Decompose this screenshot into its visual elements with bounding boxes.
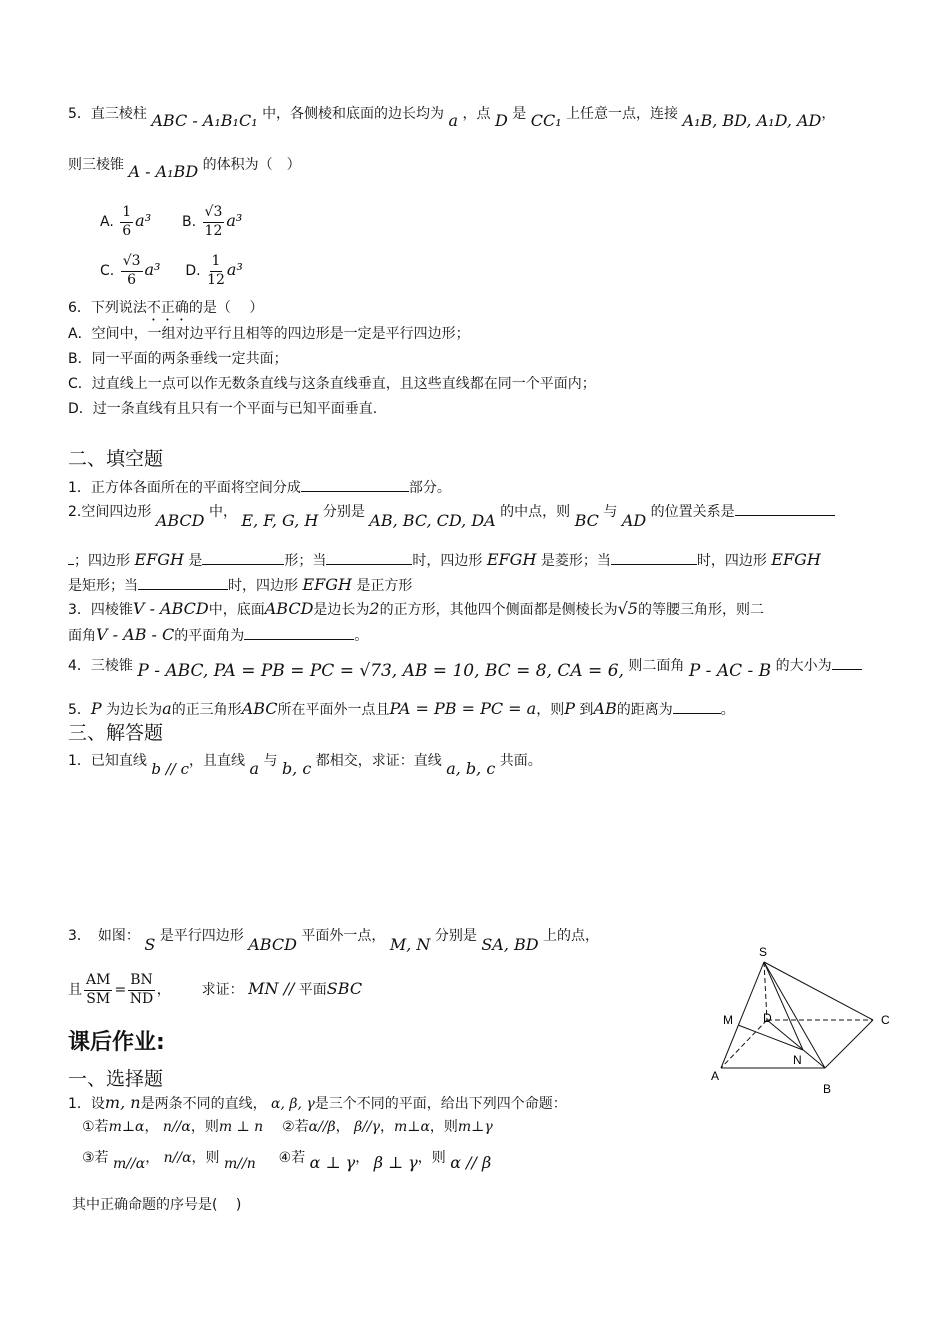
- q5-line2: [68, 154, 301, 181]
- text: ，: [156, 982, 171, 998]
- formula: EFGH: [134, 550, 184, 569]
- text: 1．正方体各面所在的平面将空间分成: [68, 480, 301, 496]
- formula: M, N: [389, 935, 431, 954]
- label-n: N: [793, 1053, 802, 1067]
- formula: AB, BC, CD, DA: [369, 511, 496, 530]
- formula: ABCD: [248, 935, 297, 954]
- q6-option-d: D．过一条直线有且只有一个平面与已知平面垂直.: [68, 401, 378, 417]
- text: 的正方形，其他四个侧面都是侧棱长为: [379, 602, 618, 618]
- text: ，: [144, 1119, 159, 1135]
- label-b: B: [823, 1082, 832, 1096]
- denominator: 6: [122, 222, 132, 239]
- fill-2-line1: [68, 500, 835, 530]
- formula: A - A₁BD: [128, 162, 199, 181]
- text: 则二面角: [628, 658, 685, 674]
- formula: A₁B, BD, A₁D, AD: [682, 111, 822, 130]
- text: 2.空间四边形: [68, 504, 152, 520]
- text: 的正三角形: [171, 702, 242, 718]
- formula: α, β, γ: [271, 1096, 315, 1112]
- text: 是矩形；当: [68, 578, 138, 594]
- formula: EFGH: [771, 550, 821, 569]
- text: 的等腰三角形，则二: [637, 602, 764, 618]
- answer-blank: [244, 624, 354, 640]
- text: 是三个不同的平面，给出下列四个命题：: [314, 1096, 567, 1112]
- text: ，则: [191, 1150, 220, 1166]
- numerator: 1: [210, 253, 223, 272]
- homework-title: 课后作业:: [68, 1030, 165, 1055]
- answer-blank: [326, 549, 412, 565]
- formula: D: [494, 111, 508, 130]
- formula: β//γ: [354, 1119, 380, 1135]
- text: ，则: [417, 1150, 446, 1166]
- formula: β ⊥ γ: [373, 1153, 418, 1172]
- label-a: A: [711, 1069, 720, 1083]
- formula: ABC - A₁B₁C₁: [151, 111, 258, 130]
- text: 是边长为: [313, 602, 370, 618]
- formula: m⊥α: [394, 1119, 430, 1135]
- emphasized-text: 不正确: [146, 300, 189, 316]
- formula: a, b, c: [446, 759, 496, 778]
- formula: a: [162, 699, 172, 718]
- text: 1．已知直线: [68, 753, 147, 769]
- option-b-label: B.: [182, 214, 197, 230]
- text: 。: [354, 628, 369, 644]
- text: 中，底面: [208, 602, 265, 618]
- text: 中，: [208, 504, 237, 520]
- text: ，: [335, 1119, 350, 1135]
- formula: α // β: [450, 1153, 492, 1172]
- text: 3．四棱锥: [68, 602, 133, 618]
- text: ，: [380, 1119, 394, 1135]
- text: ，点: [462, 106, 491, 122]
- label-s: S: [759, 945, 768, 959]
- pyramid-figure: [705, 940, 905, 1100]
- formula: P: [90, 699, 102, 718]
- formula: SBC: [326, 979, 363, 998]
- formula: b // c: [151, 760, 190, 778]
- text: ②若: [282, 1119, 309, 1135]
- fraction: [203, 204, 225, 240]
- text: 是两条不同的直线，: [140, 1096, 267, 1112]
- formula: S: [144, 935, 156, 954]
- formula: α//β: [308, 1119, 336, 1135]
- formula: AD: [621, 511, 647, 530]
- text: ；四边形: [74, 553, 130, 569]
- formula: E, F, G, H: [241, 511, 319, 530]
- fraction: [120, 204, 133, 240]
- proposition-3-4: [82, 1147, 492, 1172]
- text: 则三棱锥: [68, 157, 124, 173]
- text: 形；当: [284, 553, 327, 569]
- label-d: D: [763, 1011, 772, 1025]
- q6-option-b: B．同一平面的两条垂线一定共面；: [68, 351, 288, 367]
- formula: b, c: [281, 759, 312, 778]
- text: ，: [821, 106, 836, 122]
- text: 面角: [68, 628, 96, 644]
- formula: ABC: [241, 699, 278, 718]
- text: 时，四边形: [696, 553, 767, 569]
- formula: m, n: [104, 1093, 141, 1112]
- edge-bc: [825, 1020, 873, 1068]
- text: 5．直三棱柱: [68, 106, 147, 122]
- text: ③若: [82, 1150, 109, 1166]
- option-c-label: C.: [100, 263, 115, 279]
- text: 的平面角为: [174, 628, 245, 644]
- text: ，则: [190, 1119, 219, 1135]
- formula: CC₁: [530, 111, 562, 130]
- fill-2-line2: [68, 549, 821, 570]
- formula: n//α: [163, 1150, 192, 1166]
- fraction: [207, 253, 225, 289]
- formula: m⊥γ: [457, 1119, 493, 1135]
- text: 所在平面外一点且: [277, 702, 390, 718]
- numerator: BN: [128, 972, 155, 991]
- formula: m⊥α: [108, 1119, 145, 1135]
- fill-5: [68, 698, 735, 719]
- formula: P - AC - B: [688, 661, 772, 681]
- fill-2-line3: [68, 574, 412, 595]
- text: 1．设: [68, 1096, 105, 1112]
- text: 的位置关系是: [650, 504, 735, 520]
- answer-blank: [301, 476, 409, 492]
- section-3-title: 三、解答题: [68, 722, 164, 744]
- q5-options-ab: [100, 204, 242, 240]
- q5-options-cd: [100, 253, 243, 289]
- text: 与: [603, 504, 618, 520]
- formula: AB: [593, 699, 617, 718]
- q6-option-a: A．空间中，一组对边平行且相等的四边形是一定是平行四边形；: [68, 326, 470, 342]
- denominator: 12: [204, 222, 223, 239]
- text: 且: [68, 982, 82, 998]
- label-c: C: [881, 1013, 890, 1027]
- fraction: [121, 253, 143, 289]
- text: 时，四边形: [412, 553, 483, 569]
- formula: m ⊥ n: [218, 1119, 264, 1135]
- text: 求证：: [201, 982, 244, 998]
- fill-1: [68, 476, 451, 497]
- formula: a: [448, 111, 459, 130]
- denominator: 12: [207, 271, 225, 288]
- formula: EFGH: [486, 550, 537, 569]
- formula: √5: [617, 599, 638, 618]
- denominator: ND: [129, 990, 154, 1007]
- text: 到: [579, 702, 594, 718]
- solve-3-line1: [68, 925, 600, 954]
- numerator: √3: [203, 204, 225, 223]
- formula: a³: [144, 260, 161, 279]
- text: ，则: [536, 702, 565, 718]
- homework-subtitle: 一、选择题: [68, 1068, 164, 1090]
- q5-line1: [68, 103, 836, 130]
- denominator: 6: [127, 271, 137, 288]
- label-m: M: [723, 1013, 733, 1027]
- fill-3-line1: [68, 599, 764, 619]
- formula: ABCD: [264, 599, 314, 618]
- fraction: [84, 972, 112, 1008]
- fraction: [128, 972, 155, 1008]
- text: 5．: [68, 702, 91, 718]
- text: ①若: [82, 1119, 109, 1135]
- formula: MN //: [248, 979, 295, 998]
- text: 的大小为: [775, 658, 832, 674]
- text: 为边长为: [106, 702, 163, 718]
- text: 6．下列说法: [68, 300, 147, 316]
- formula: BC: [574, 511, 599, 530]
- denominator: SM: [86, 990, 111, 1007]
- text: 平面: [298, 982, 327, 998]
- answer-blank: [138, 574, 228, 590]
- answer-blank: [611, 549, 697, 565]
- text: 。: [720, 702, 735, 718]
- text: 平面外一点，: [301, 928, 386, 944]
- formula: V - AB - C: [96, 625, 175, 644]
- text: 时，四边形: [228, 578, 298, 594]
- text: ，且直线: [189, 753, 246, 769]
- formula: a³: [226, 211, 243, 230]
- answer-blank: [832, 654, 862, 670]
- text: 是正方形: [356, 578, 413, 594]
- text: 的中点，则: [500, 504, 571, 520]
- text: 分别是: [322, 504, 365, 520]
- formula: PA = PB = PC = a: [389, 699, 537, 718]
- text: 是: [512, 106, 527, 122]
- answer-blank: [673, 698, 721, 714]
- homework-q1-tail: 其中正确命题的序号是( ): [72, 1197, 242, 1213]
- formula: P: [564, 699, 575, 718]
- equals-sign: =: [114, 982, 127, 998]
- q6-stem: [68, 300, 263, 324]
- text: ，: [145, 1150, 160, 1166]
- homework-q1: [68, 1093, 567, 1113]
- formula: m//n: [224, 1156, 256, 1172]
- fill-3-line2: [68, 624, 368, 645]
- text: 3． 如图：: [68, 928, 140, 944]
- text: 中，各侧棱和底面的边长均为: [262, 106, 445, 122]
- formula: a³: [226, 260, 243, 279]
- text: 分别是: [434, 928, 477, 944]
- answer-blank: [735, 500, 835, 516]
- solve-1: [68, 750, 542, 778]
- q6-option-c: C．过直线上一点可以作无数条直线与这条直线垂直，且这些直线都在同一个平面内；: [68, 376, 596, 392]
- text: 4．三棱锥: [68, 658, 133, 674]
- formula: m//α: [113, 1156, 146, 1172]
- formula: a³: [135, 211, 152, 230]
- text: ，则: [429, 1119, 458, 1135]
- text: 的体积为（ ）: [202, 157, 301, 173]
- section-2-title: 二、填空题: [68, 448, 164, 470]
- text: 是平行四边形: [159, 928, 244, 944]
- formula: a: [249, 759, 260, 778]
- numerator: 1: [120, 204, 133, 223]
- text: 是菱形；当: [540, 553, 611, 569]
- text: ，: [355, 1150, 370, 1166]
- solve-3-line2: [68, 972, 362, 1008]
- text: 的距离为: [616, 702, 673, 718]
- formula: V - ABCD: [132, 599, 209, 618]
- option-a-label: A.: [100, 214, 114, 230]
- text: 共面。: [499, 753, 542, 769]
- text: 的是（ ）: [188, 300, 264, 316]
- formula: EFGH: [302, 575, 352, 594]
- formula: 2: [369, 599, 380, 618]
- formula: P - ABC, PA = PB = PC = √73, AB = 10, BC = 8, CA = 6,: [137, 661, 624, 681]
- text: 都相交，求证：直线: [315, 753, 442, 769]
- formula: n//α: [162, 1119, 191, 1135]
- text: 部分。: [408, 480, 451, 496]
- option-d-label: D.: [185, 263, 201, 279]
- formula: ABCD: [155, 511, 205, 530]
- numerator: √3: [121, 253, 143, 272]
- text: 与: [263, 753, 278, 769]
- numerator: AM: [84, 972, 112, 991]
- text: 上任意一点，连接: [566, 106, 679, 122]
- text: ④若: [278, 1150, 306, 1166]
- fill-4: [68, 654, 862, 681]
- proposition-1-2: [82, 1119, 493, 1136]
- text: 是: [188, 553, 203, 569]
- text: 上的点，: [543, 928, 600, 944]
- formula: SA, BD: [481, 935, 539, 954]
- answer-blank: [202, 549, 284, 565]
- formula: α ⊥ γ: [309, 1153, 356, 1172]
